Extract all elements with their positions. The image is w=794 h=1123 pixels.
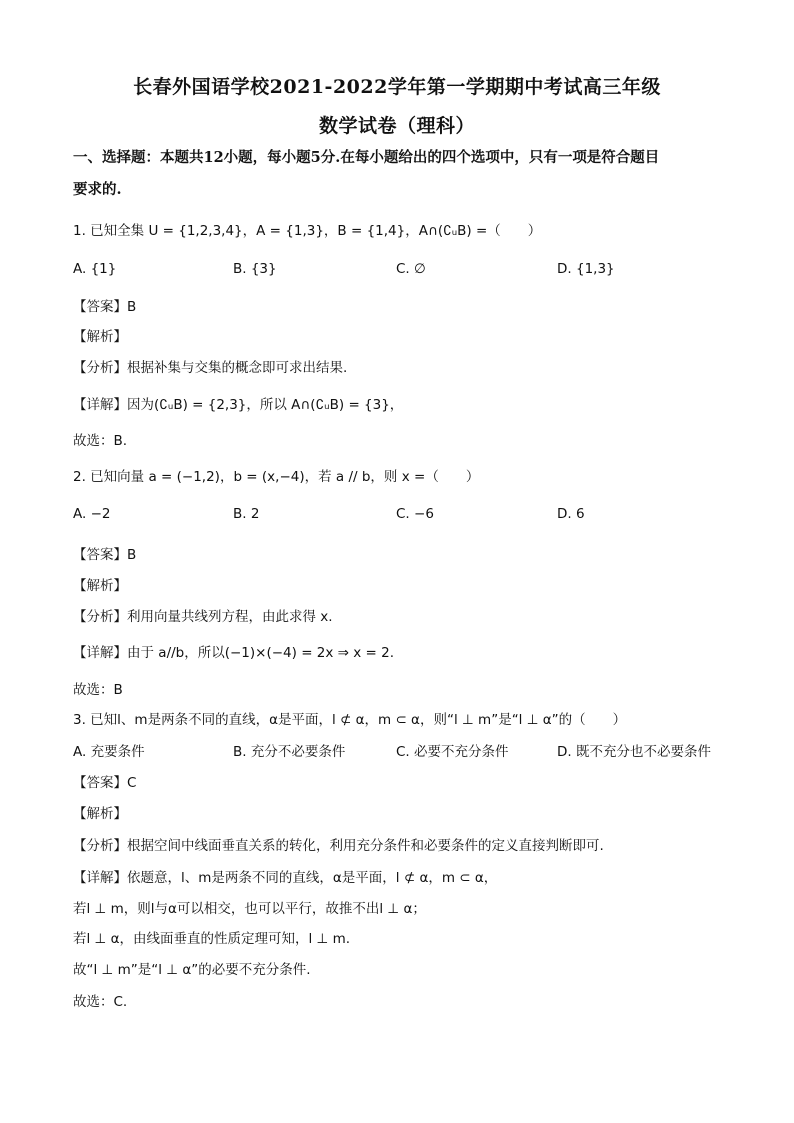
question-2-xiangjie: 【详解】由于 a//b，所以(−1)×(−4) = 2x ⇒ x = 2.	[73, 645, 395, 661]
question-1-option-c: C. ∅	[396, 261, 426, 277]
question-2-answer: 【答案】B	[73, 547, 137, 563]
question-2-stem: 2. 已知向量 a = (−1,2)，b = (x,−4)，若 a // b，则 x =（ ）	[73, 469, 480, 485]
question-2-option-d: D. 6	[557, 506, 585, 522]
question-3-extra-2: 若l ⊥ α，由线面垂直的性质定理可知，l ⊥ m.	[73, 931, 351, 947]
question-2-option-a: A. −2	[73, 506, 111, 522]
question-3-answer: 【答案】C	[73, 775, 137, 791]
question-3-guxuan: 故选：C.	[73, 994, 128, 1010]
question-3-extra-3: 故“l ⊥ m”是“l ⊥ α”的必要不充分条件.	[73, 962, 311, 978]
question-1-answer: 【答案】B	[73, 299, 137, 315]
exam-subtitle: 数学试卷（理科）	[318, 115, 475, 137]
question-3-xiangjie: 【详解】依题意，l、m是两条不同的直线，α是平面，l ⊄ α，m ⊂ α，	[73, 870, 498, 886]
question-2-guxuan: 故选：B	[73, 682, 123, 698]
question-1-xiangjie: 【详解】因为(∁ᵤB) = {2,3}，所以 A∩(∁ᵤB) = {3}，	[73, 397, 404, 413]
question-2-option-b: B. 2	[233, 506, 260, 522]
question-3-extra-1: 若l ⊥ m，则l与α可以相交，也可以平行，故推不出l ⊥ α；	[73, 901, 426, 917]
question-3-option-d: D. 既不充分也不必要条件	[557, 744, 711, 760]
question-3-option-c: C. 必要不充分条件	[396, 744, 509, 760]
section-heading-cont: 要求的.	[73, 181, 122, 198]
question-1-stem: 1. 已知全集 U = {1,2,3,4}，A = {1,3}，B = {1,4}，A∩(∁ᵤB) =（ ）	[73, 223, 542, 239]
question-2-option-c: C. −6	[396, 506, 434, 522]
question-3-option-b: B. 充分不必要条件	[233, 744, 346, 760]
question-1-option-b: B. {3}	[233, 261, 277, 277]
question-3-option-a: A. 充要条件	[73, 744, 145, 760]
question-2-fenxi: 【分析】利用向量共线列方程，由此求得 x.	[73, 609, 333, 625]
question-2-jiexi: 【解析】	[73, 578, 127, 594]
question-1-option-d: D. {1,3}	[557, 261, 615, 277]
question-3-jiexi: 【解析】	[73, 806, 127, 822]
question-3-stem: 3. 已知l、m是两条不同的直线，α是平面，l ⊄ α，m ⊂ α，则“l ⊥ m”是“l ⊥ α”的（ ）	[73, 712, 627, 728]
question-1-guxuan: 故选：B.	[73, 433, 128, 449]
question-1-option-a: A. {1}	[73, 261, 117, 277]
section-heading: 一、选择题：本题共12小题，每小题5分.在每小题给出的四个选项中，只有一项是符合题目	[73, 149, 660, 166]
question-1-fenxi: 【分析】根据补集与交集的概念即可求出结果.	[73, 360, 348, 376]
question-1-jiexi: 【解析】	[73, 329, 127, 345]
question-3-fenxi: 【分析】根据空间中线面垂直关系的转化，利用充分条件和必要条件的定义直接判断即可.	[73, 838, 604, 854]
exam-title: 长春外国语学校2021-2022学年第一学期期中考试高三年级	[133, 76, 661, 98]
